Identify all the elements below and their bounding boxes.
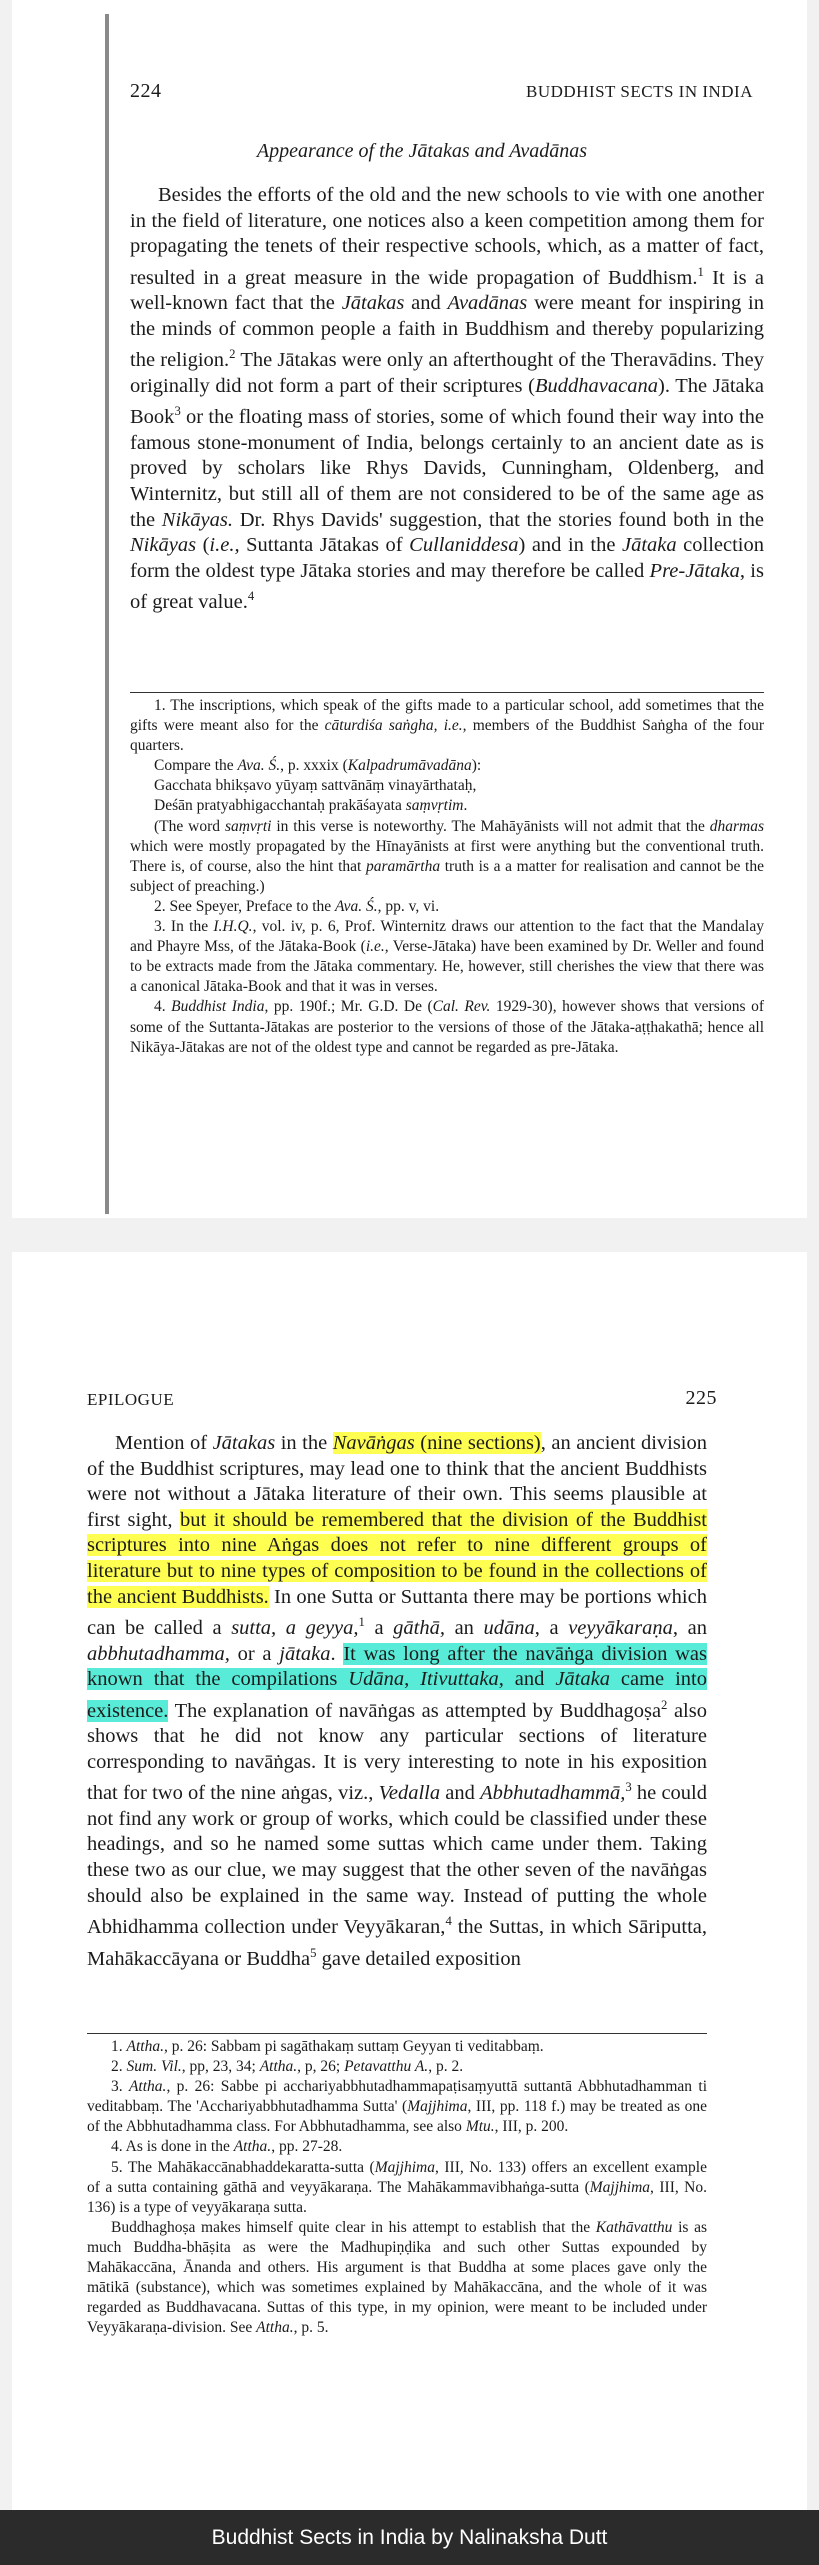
page-number: 225	[685, 1387, 717, 1409]
footnote: 5. The Mahākaccānabhaddekaratta-sutta (Majjhima, III, No. 133) offers an excellent example of a sutta containing gāthā and veyyākaraṇa. The Mahākammavibhaṅga-sutta (Majjhima, III, No. 136) is a type of veyyākaraṇa sutta.	[87, 2158, 707, 2216]
caption-bar: Buddhist Sects in India by Nalinaksha Dutt	[0, 2510, 819, 2565]
footnotes	[130, 696, 764, 1058]
footnote: 2. Sum. Vil., pp, 23, 34; Attha., p, 26; Petavatthu A., p. 2.	[111, 2058, 464, 2076]
book-page-224	[12, 0, 807, 1218]
section-title: Appearance of the Jātakas and Avadānas	[256, 140, 588, 162]
body-paragraph: Mention of Jātakas in the Navāṅgas (nine sections), an ancient division of the Buddhist scriptures, may lead one to think that the ancient Buddhists were not without a Jātaka literature of their own. This seems plausible at first sight, but it should be remembered that the division of the Buddhist scriptures into nine Aṅgas does not refer to nine different groups of literature but to nine types of composition to be found in the collections of the ancient Buddhists. In one Sutta or Suttanta there may be portions which can be called a sutta, a geyya,$^1$ a gāthā, an udāna, a veyyākaraṇa, an abbhutadhamma, or a jātaka. It was long after the navāṅga division was known that the compilations Udāna, Itivuttaka, and Jātaka came into existence. The explanation of navāṅgas as attempted by Buddhagoṣa$^2$ also shows that he did not know any particular sections of literature corresponding to navāṅgas. It is very interesting to note in his exposition that for two of the nine aṅgas, viz., Vedalla and Abbhutadhammā,$^3$ he could not find any work or group of works, which could be classified under these headings, and so he named some suttas which came under them. Taking these two as our clue, we may suggest that the other seven of the navāṅgas should also be explained in the same way. Instead of putting the whole Abhidhamma collection under Veyyākaran,$^4$ the Suttas, in which Sāriputta, Mahākaccāyana or Buddha$^5$ gave detailed exposition	[87, 1432, 708, 1970]
gutter-line	[105, 14, 109, 1214]
footnote: 1. The inscriptions, which speak of the gifts made to a particular school, add sometimes that the gifts were meant also for the cāturdiśa saṅgha, i.e., members of the Buddhist Saṅgha of the four quarters.	[130, 697, 764, 755]
footnote: 4. Buddhist India, pp. 190f.; Mr. G.D. De (Cal. Rev. 1929-30), however shows that versions of some of the Suttanta-Jātakas are posterior to the versions of those of the Jātaka-aṭṭhakathā; hence all Nikāya-Jātakas are not of the oldest type and cannot be regarded as pre-Jātaka.	[130, 998, 764, 1056]
footnote: 4. As is done in the Attha., pp. 27-28.	[111, 2138, 343, 2156]
footnote: Gacchata bhikṣavo yūyaṃ sattvānāṃ vinayārthataḥ,	[154, 777, 477, 795]
footnote: Deśān pratyabhigacchantaḥ prakāśayata saṃvṛtim.	[154, 797, 468, 815]
running-title: BUDDHIST SECTS IN INDIA	[526, 82, 753, 101]
footnote: 3. In the I.H.Q., vol. iv, p. 6, Prof. Winternitz draws our attention to the fact that the Mandalay and Phayre Mss, of the Jātaka-Book (i.e., Verse-Jātaka) have been examined by Dr. Weller and found to be extracts made from the Jātaka commentary. He, however, still cherishes the view that there was a canonical Jātaka-Book and that it was in verses.	[130, 918, 764, 996]
footnote: (The word saṃvṛti in this verse is noteworthy. The Mahāyānists will not admit that the dharmas which were mostly propagated by the Hīnayānists at first were anything but the conventional truth. There is, of course, also the hint that paramārtha truth is a a matter for realisation and cannot be the subject of preaching.)	[130, 817, 764, 895]
page-number: 224	[130, 80, 162, 102]
footnote: Buddhaghoṣa makes himself quite clear in his attempt to establish that the Kathāvatthu is as much Buddha-bhāṣita as were the Madhupiṇḍika and such other Suttas expounded by Mahākaccāna, Ānanda and others. His argument is that Buddha at some places gave only the mātikā (substance), which was sometimes explained by Mahākaccāna, and the whole of it was regarded as Buddhavacana. Suttas of this type, in my opinion, were meant to be included under Veyyākaraṇa-division. See Attha., p. 5.	[87, 2218, 708, 2337]
footnote: 3. Attha., p. 26: Sabbe pi acchariyabbhutadhammapaṭisaṃyuttā suttantā Abbhutadhamman ti veditabbaṃ. The 'Acchariyabbhutadhamma Sutta' (Majjhima, III, pp. 118 f.) may be treated as one of the Abbhutadhamma class. For Abbhutadhamma, see also Mtu., III, p. 200.	[87, 2078, 707, 2136]
footnote: Compare the Ava. Ś., p. xxxix (Kalpadrumāvadāna):	[154, 757, 482, 775]
footnote: 2. See Speyer, Preface to the Ava. Ś., pp. v, vi.	[154, 897, 440, 915]
footnote-rule	[130, 692, 764, 693]
footnote-rule	[87, 2033, 707, 2034]
running-title: EPILOGUE	[87, 1390, 175, 1409]
footnote: 1. Attha., p. 26: Sabbam pi sagāthakaṃ suttaṃ Geyyan ti veditabbaṃ.	[111, 2038, 544, 2055]
footnotes	[87, 2037, 707, 2338]
book-page-225	[12, 1252, 807, 2510]
body-paragraph: Besides the efforts of the old and the new schools to vie with one another in the field of literature, one notices also a keen competition among them for propagating the tenets of their respective schools, which, as a matter of fact, resulted in a great measure in the wide propagation of Buddhism.$^1$ It is a well-known fact that the Jātakas and Avadānas were meant for inspiring in the minds of common people a faith in Buddhism and thereby popularizing the religion.$^2$ The Jātakas were only an afterthought of the Theravādins. They originally did not form a part of their scriptures (Buddhavacana). The Jātaka Book$^3$ or the floating mass of stories, some of which found their way into the famous stone-monument of India, belongs certainly to an ancient date as is proved by scholars like Rhys Davids, Cunningham, Oldenberg, and Winternitz, but still all of them are not considered to be of the same age as the Nikāyas. Dr. Rhys Davids' suggestion, that the stories found both in the Nikāyas (i.e., Suttanta Jātakas of Cullaniddesa) and in the Jātaka collection form the oldest type Jātaka stories and may therefore be called Pre-Jātaka, is of great value.$^4$	[130, 184, 765, 614]
scan-watermark	[790, 1199, 793, 1208]
